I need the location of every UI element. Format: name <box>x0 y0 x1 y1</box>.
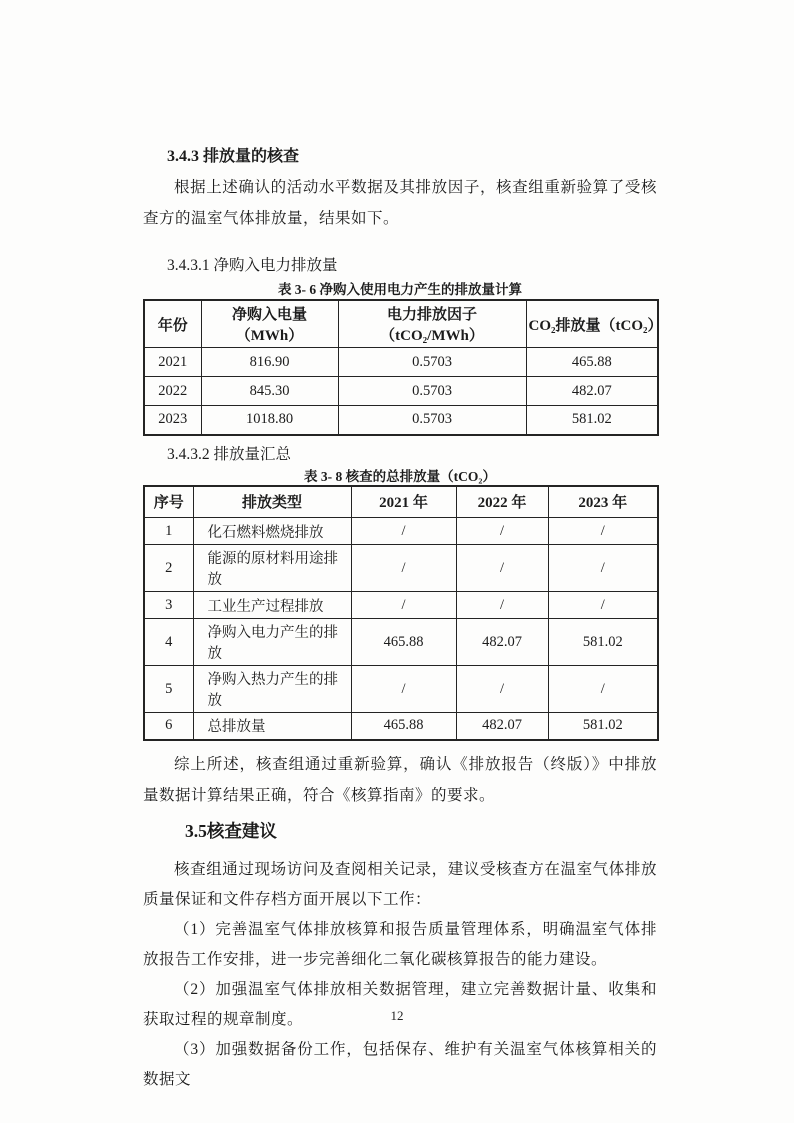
cell-2023: 581.02 <box>548 619 658 666</box>
cell-emission-type: 工业生产过程排放 <box>193 592 351 619</box>
cell-2023: / <box>548 592 658 619</box>
cell-factor: 0.5703 <box>338 406 526 435</box>
cell-year: 2022 <box>144 377 201 406</box>
table-3-8-total-emissions <box>143 485 659 741</box>
cell-2021: / <box>351 666 456 713</box>
cell-index: 5 <box>144 666 193 713</box>
table-3-6-electricity-emissions <box>143 299 663 436</box>
column-header-emission-type: 排放类型 <box>193 486 351 518</box>
cell-factor: 0.5703 <box>338 348 526 377</box>
cell-2021: / <box>351 592 456 619</box>
cell-emission-type: 净购入电力产生的排放 <box>193 619 351 666</box>
cell-year: 2021 <box>144 348 201 377</box>
cell-2022: 482.07 <box>456 713 548 740</box>
cell-2023: / <box>548 666 658 713</box>
cell-electricity: 1018.80 <box>201 406 338 435</box>
page-content <box>143 146 663 1095</box>
heading-3-5: 3.5核查建议 <box>185 820 277 841</box>
paragraph-recommendations-intro: 核查组通过现场访问及查阅相关记录，建议受核查方在温室气体排放质量保证和文件存档方面开展以下工作： <box>143 860 657 908</box>
cell-year: 2023 <box>144 406 201 435</box>
page-number: 12 <box>390 1008 404 1023</box>
table-row <box>144 592 658 619</box>
table-row <box>144 545 658 592</box>
cell-2022: / <box>456 592 548 619</box>
heading-3-4-3-2: 3.4.3.2 排放量汇总 <box>167 445 292 463</box>
table-row <box>144 666 658 713</box>
paragraph-intro: 根据上述确认的活动水平数据及其排放因子，核查组重新验算了受核查方的温室气体排放量，结果如下。 <box>143 179 657 227</box>
cell-2021: / <box>351 545 456 592</box>
cell-emission-type: 净购入热力产生的排放 <box>193 666 351 713</box>
cell-index: 1 <box>144 518 193 545</box>
column-header-2023: 2023 年 <box>548 486 658 518</box>
paragraph-summary: 综上所述，核查组通过重新验算，确认《排放报告（终版）》中排放量数据计算结果正确，符合《核算指南》的要求。 <box>143 755 657 804</box>
cell-2022: / <box>456 545 548 592</box>
column-header-net-purchased-electricity: 净购入电量（MWh） <box>201 300 338 348</box>
cell-index: 3 <box>144 592 193 619</box>
cell-electricity: 845.30 <box>201 377 338 406</box>
cell-index: 6 <box>144 713 193 740</box>
column-header-emission-factor: 电力排放因子（tCO₂/MWh） <box>338 300 526 348</box>
cell-emissions: 581.02 <box>526 406 658 435</box>
heading-3-4-3-1: 3.4.3.1 净购入电力排放量 <box>167 257 338 274</box>
cell-2023: / <box>548 518 658 545</box>
table-row <box>144 377 658 406</box>
paragraph-recommendation-1: （1）完善温室气体排放核算和报告质量管理体系，明确温室气体排放报告工作安排，进一步完善细化二氧化碳核算报告的能力建设。 <box>143 920 657 968</box>
cell-2022: / <box>456 666 548 713</box>
cell-emissions: 482.07 <box>526 377 658 406</box>
table-row <box>144 713 658 740</box>
table-row <box>144 406 658 435</box>
table-3-8-caption: 表 3- 8 核查的总排放量（tCO₂） <box>304 468 496 484</box>
cell-2023: 581.02 <box>548 713 658 740</box>
paragraph-recommendation-2: （2）加强温室气体排放相关数据管理，建立完善数据计量、收集和获取过程的规章制度。 <box>143 980 657 1028</box>
cell-index: 2 <box>144 545 193 592</box>
cell-index: 4 <box>144 619 193 666</box>
cell-electricity: 816.90 <box>201 348 338 377</box>
column-header-year: 年份 <box>144 300 201 348</box>
cell-2021: 465.88 <box>351 713 456 740</box>
cell-emission-type: 能源的原材料用途排放 <box>193 545 351 592</box>
table-3-6-caption: 表 3- 6 净购入使用电力产生的排放量计算 <box>277 282 523 297</box>
cell-emission-type: 化石燃料燃烧排放 <box>193 518 351 545</box>
column-header-2022: 2022 年 <box>456 486 548 518</box>
column-header-index: 序号 <box>144 486 193 518</box>
heading-3-4-3: 3.4.3 排放量的核查 <box>167 148 300 165</box>
cell-2022: / <box>456 518 548 545</box>
column-header-2021: 2021 年 <box>351 486 456 518</box>
paragraph-recommendation-3: （3）加强数据备份工作，包括保存、维护有关温室气体核算相关的数据文 <box>143 1040 657 1088</box>
cell-2023: / <box>548 545 658 592</box>
table-row <box>144 348 658 377</box>
table-row <box>144 518 658 545</box>
cell-2021: 465.88 <box>351 619 456 666</box>
cell-2022: 482.07 <box>456 619 548 666</box>
cell-emissions: 465.88 <box>526 348 658 377</box>
column-header-co2-emissions: CO₂排放量（tCO₂） <box>526 300 658 348</box>
table-row <box>144 619 658 666</box>
cell-factor: 0.5703 <box>338 377 526 406</box>
table-3-8-header-row <box>144 486 658 518</box>
cell-emission-type: 总排放量 <box>193 713 351 740</box>
table-3-6-header-row <box>144 300 658 348</box>
cell-2021: / <box>351 518 456 545</box>
